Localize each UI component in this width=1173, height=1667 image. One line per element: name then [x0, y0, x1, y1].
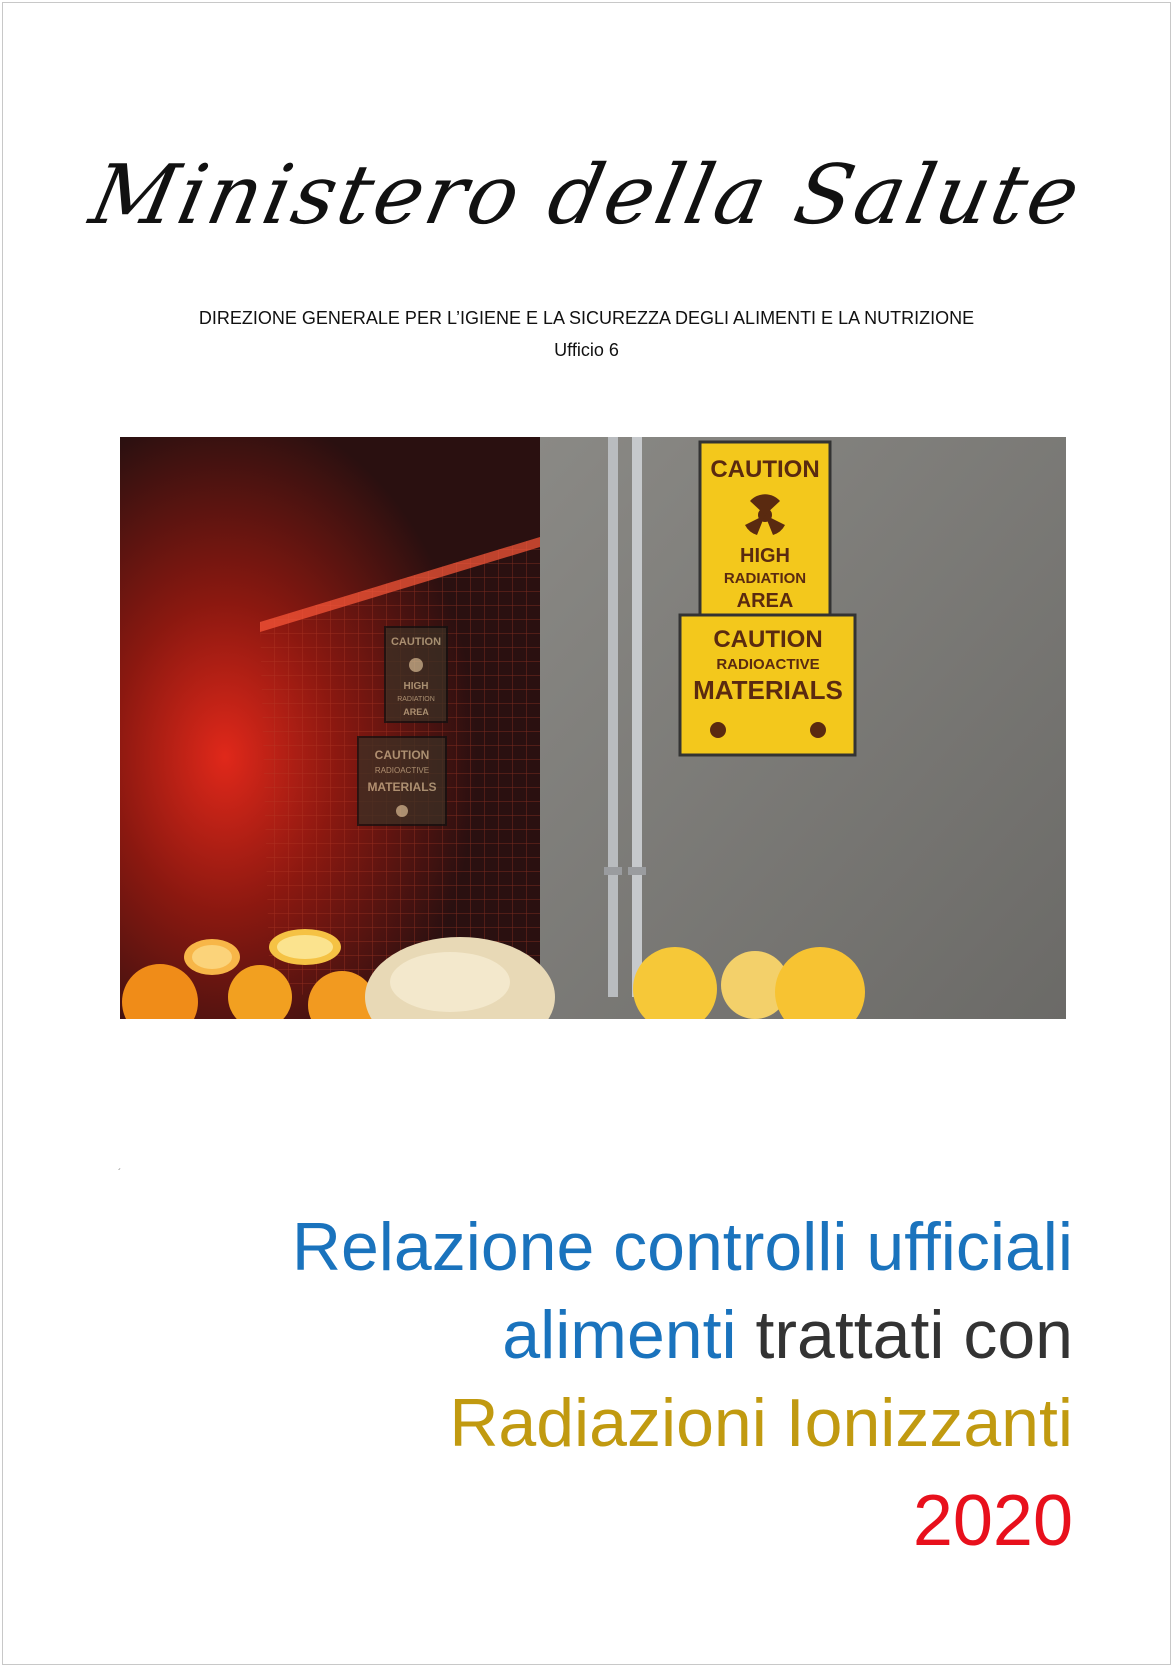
sign-high-line2: RADIATION	[723, 570, 807, 587]
title-line-1: Relazione controlli ufficiali	[291, 1209, 1073, 1285]
title-line-2	[502, 1296, 1073, 1374]
sign-far-top-line1: HIGH	[403, 681, 429, 692]
ministry-title: Ministero della Salute	[82, 148, 1091, 243]
tick-mark: ´	[118, 1168, 122, 1179]
sign-far-top-line2: RADIATION	[397, 696, 435, 703]
sign-high-line1: HIGH	[740, 545, 790, 567]
office-label: Ufficio 6	[554, 340, 619, 360]
sign-far-bottom	[358, 737, 446, 825]
sign-radio-line2: MATERIALS	[693, 675, 843, 705]
title-word-alimenti: alimenti	[502, 1297, 737, 1373]
sign-far-top-caution: CAUTION	[390, 636, 442, 648]
title-line-3: Radiazioni Ionizzanti	[449, 1385, 1073, 1461]
title-words-trattati-con: trattati con	[755, 1297, 1073, 1373]
sign-far-top	[385, 627, 447, 722]
sign-far-bottom-line1: RADIOACTIVE	[374, 766, 430, 775]
sign-high-radiation	[700, 442, 830, 617]
title-year: 2020	[912, 1481, 1073, 1561]
sign-radio-line1: RADIOACTIVE	[716, 656, 820, 673]
cover-photo	[120, 437, 1066, 1019]
sign-far-bottom-caution: CAUTION	[374, 748, 430, 762]
sign-high-line3: AREA	[736, 590, 794, 612]
sign-radioactive-materials	[680, 615, 855, 755]
direction-heading: DIREZIONE GENERALE PER L’IGIENE E LA SICUREZZA DEGLI ALIMENTI E LA NUTRIZIONE	[198, 308, 975, 328]
sign-radio-caution: CAUTION	[713, 626, 823, 653]
sign-far-top-line3: AREA	[403, 707, 429, 717]
sign-high-caution: CAUTION	[710, 456, 820, 483]
sign-far-bottom-line2: MATERIALS	[367, 780, 437, 794]
